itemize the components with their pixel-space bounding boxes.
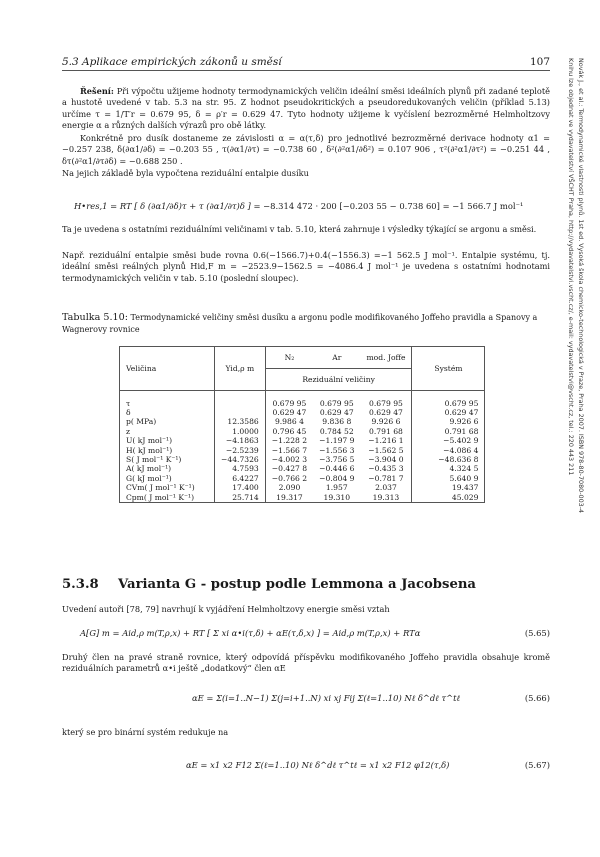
table-row <box>120 493 485 503</box>
cell-system: 0.791 68 <box>412 427 485 436</box>
cell-n2: −4.002 3 <box>271 454 308 464</box>
cell-ideal: 6.4227 <box>215 474 266 483</box>
cell-n2: 9.986 4 <box>274 417 304 427</box>
cell-n2: 2.090 <box>278 483 301 493</box>
side-note-line-2: Knihu lze objednat ve vydavatelství VŠCHT Praha, http://vydavatelstvi.vscht.cz/, e-mail: vydavatelstvi@vscht.cz, tel.: 220 443 211 <box>567 58 575 476</box>
copyright-side-note <box>566 58 586 513</box>
solution-paragraph-3: Na jejich základě byla vypočtena reziduální entalpie dusíku <box>62 168 309 178</box>
section-paragraph-2: Druhý člen na pravé straně rovnice, který odpovídá příspěvku modifikovaného Joffeho pravidla obsahuje kromě reziduálních parametrů α•i ještě „dodatkový“ člen αE <box>62 652 550 674</box>
table-row <box>120 474 485 483</box>
table-caption <box>62 312 550 336</box>
cell-n2: −1.566 7 <box>271 445 308 455</box>
cell-system: 45.029 <box>412 493 485 503</box>
side-note-line-1: Novák J., et al.: Termodynamické vlastnosti plynů. 1st ed. Vysoká škola chemicko-technologická v Praze, Praha 2007. ISBN 978-80-7080-003-4 <box>577 58 585 514</box>
cell-quantity: A( kJ mol⁻¹) <box>120 464 215 473</box>
section-number: 5.3.8 <box>62 577 99 592</box>
cell-ideal: 1.0000 <box>215 427 266 436</box>
header-system: Systém <box>412 347 485 391</box>
cell-ideal: 4.7593 <box>215 464 266 473</box>
cell-ar: 1.957 <box>325 483 348 493</box>
table-row <box>120 399 485 408</box>
cell-system: 0.679 95 <box>412 399 485 408</box>
table-row <box>120 455 485 464</box>
table-caption-text: Termodynamické veličiny směsi dusíku a argonu podle modifikovaného Joffeho pravidla a Spanovy a Wagnerovy rovnice <box>62 313 538 334</box>
cell-joffe: 19.313 <box>360 493 411 503</box>
cell-ideal: 25.714 <box>215 493 266 503</box>
header-joffe: mod. Joffe <box>360 347 411 369</box>
cell-ideal <box>215 399 266 408</box>
section-heading-title: Varianta G - postup podle Lemmona a Jacobsena <box>118 577 476 592</box>
table-row <box>120 446 485 455</box>
cell-n2: −1.228 2 <box>271 436 308 446</box>
solution-label: Řešení: <box>80 86 114 96</box>
cell-joffe: −0.781 7 <box>360 474 411 483</box>
cell-n2: −0.766 2 <box>271 473 308 483</box>
section-heading <box>62 577 476 592</box>
cell-ideal: 17.400 <box>215 483 266 492</box>
cell-system: 0.629 47 <box>412 408 485 417</box>
cell-joffe: 2.037 <box>360 483 411 492</box>
cell-ar: −0.804 9 <box>319 473 355 483</box>
solution-paragraph-4: Ta je uvedena s ostatními reziduálními veličinami v tab. 5.10, která zahrnuje i výsledky týkající se argonu a směsi. <box>62 224 537 234</box>
cell-ar: 9.836 8 <box>322 417 352 427</box>
cell-quantity: H( kJ mol⁻¹) <box>120 446 215 455</box>
equation-lhs: H•res,1 = RT [ δ (∂α1/∂δ)τ + τ (∂α1/∂τ)δ ] <box>74 201 251 211</box>
cell-joffe: 9.926 6 <box>360 417 411 426</box>
cell-n2: 19.317 <box>265 493 313 503</box>
equation-5-67 <box>62 760 550 770</box>
cell-ar: 0.784 52 <box>319 426 354 436</box>
section-paragraph-1: Uvedení autoři [78, 79] navrhují k vyjádření Helmholtzovy energie směsi vztah <box>62 604 390 614</box>
table-caption-label: Tabulka 5.10: <box>62 312 128 323</box>
cell-quantity: S( J mol⁻¹ K⁻¹) <box>120 455 215 464</box>
equation-5-67-number: (5.67) <box>524 760 550 770</box>
cell-ideal: −4.1863 <box>215 436 266 445</box>
solution-text-1: Při výpočtu užijeme hodnoty termodynamických veličin ideální směsi ideálních plynů při zadané teplotě a hustotě uvedené v tab. 5.3 na str. 95. Z hodnot pseudokritických a pseudoredukovaných veličin (příklad 5.13) určíme τ = 1/T′r = 0.679 95, δ = ρ′r = 0.629 47. Tyto hodnoty užijeme k vyčíslení bezrozměrné Helmholtzovy energie α a různých dalších výrazů pro obě látky. <box>62 86 550 131</box>
cell-joffe: −1.216 1 <box>360 436 411 445</box>
table-body <box>120 399 485 503</box>
cell-system: 19.437 <box>412 483 485 492</box>
header-residual: Reziduální veličiny <box>265 369 412 391</box>
table-row <box>120 483 485 492</box>
cell-quantity: U( kJ mol⁻¹) <box>120 436 215 445</box>
cell-ar: −3.756 5 <box>319 454 355 464</box>
cell-quantity: Cpm( J mol⁻¹ K⁻¹) <box>120 493 215 503</box>
equation-5-67-body: αE = x1 x2 F12 Σ(ℓ=1..10) Nℓ δ^dℓ τ^tℓ = x1 x2 F12 φ12(τ,δ) <box>186 760 450 770</box>
cell-n2: −0.427 8 <box>271 464 308 474</box>
cell-n2: 0.796 45 <box>272 426 307 436</box>
cell-ar: 19.310 <box>313 493 360 503</box>
cell-quantity: CVm( J mol⁻¹ K⁻¹) <box>120 483 215 492</box>
cell-joffe: −0.435 3 <box>360 464 411 473</box>
cell-system: 9.926 6 <box>412 417 485 426</box>
table-row <box>120 408 485 417</box>
section-paragraph-3: který se pro binární systém redukuje na <box>62 727 229 737</box>
cell-system: −5.402 9 <box>412 436 485 445</box>
cell-ideal: −2.5239 <box>215 446 266 455</box>
cell-ideal <box>215 408 266 417</box>
cell-system: 4.324 5 <box>412 464 485 473</box>
equation-5-65 <box>80 628 550 638</box>
section-title: 5.3 Aplikace empirických zákonů u směsí <box>62 56 282 68</box>
equation-5-66 <box>62 693 550 703</box>
cell-ar: −1.556 3 <box>319 445 355 455</box>
cell-ideal: −44.7326 <box>215 455 266 464</box>
solution-paragraph-1 <box>62 86 550 132</box>
cell-ar: −0.446 6 <box>319 464 355 474</box>
equation-5-66-body: αE = Σ(i=1..N−1) Σ(j=i+1..N) xi xj Fij Σ(ℓ=1..10) Nℓ δ^dℓ τ^tℓ <box>192 693 460 703</box>
header-quantity: Veličina <box>120 347 215 391</box>
page-number: 107 <box>529 56 550 68</box>
header-ar: Ar <box>313 347 360 369</box>
cell-joffe: −1.562 5 <box>360 446 411 455</box>
solution-paragraph-2: Konkrétně pro dusík dostaneme ze závislosti α = α(τ,δ) pro jednotlivé bezrozměrné derivace hodnoty α1 = −0.257 238, δ(∂α1/∂δ) = −0.203 55 , τ(∂α1/∂τ) = −0.738 60 , δ²(∂²α1/∂δ²) = 0.107 906 , τ²(∂²α1/∂τ²) = −0.251 44 , δτ(∂²α1/∂τ∂δ) = −0.688 250 . <box>62 133 550 166</box>
cell-ar: −1.197 9 <box>319 436 355 446</box>
cell-n2: 0.629 47 <box>272 407 307 417</box>
table-row <box>120 464 485 473</box>
header-ideal: Yid,ρ m <box>215 347 266 391</box>
thermodynamic-table <box>119 346 485 503</box>
cell-ar: 0.679 95 <box>319 398 354 408</box>
cell-quantity: δ <box>120 408 215 417</box>
cell-quantity: G( kJ mol⁻¹) <box>120 474 215 483</box>
cell-ar: 0.629 47 <box>319 407 354 417</box>
equation-5-65-body: A[G] m = Aid,ρ m(T,ρ,x) + RT [ Σ xi α•i(τ,δ) + αE(τ,δ,x) ] = Aid,ρ m(T,ρ,x) + RTα <box>80 628 421 638</box>
cell-ideal: 12.3586 <box>215 417 266 426</box>
cell-quantity: τ <box>120 399 215 408</box>
table-row <box>120 417 485 426</box>
table-row <box>120 427 485 436</box>
cell-joffe: 0.629 47 <box>360 408 411 417</box>
cell-system: 5.640 9 <box>412 474 485 483</box>
equation-residual-enthalpy <box>74 201 550 211</box>
table-row <box>120 436 485 445</box>
equation-5-65-number: (5.65) <box>524 628 550 638</box>
equation-5-66-number: (5.66) <box>524 693 550 703</box>
cell-quantity: z <box>120 427 215 436</box>
running-header <box>62 56 550 71</box>
cell-system: −4.086 4 <box>412 446 485 455</box>
cell-system: −48.636 8 <box>412 455 485 464</box>
cell-joffe: −3.904 0 <box>360 455 411 464</box>
equation-rhs: = −8.314 472 · 200 [−0.203 55 − 0.738 60] = −1 566.7 J mol⁻¹ <box>253 201 524 211</box>
cell-joffe: 0.791 68 <box>360 427 411 436</box>
cell-quantity: p( MPa) <box>120 417 215 426</box>
cell-n2: 0.679 95 <box>272 398 307 408</box>
header-n2: N₂ <box>265 347 313 369</box>
cell-joffe: 0.679 95 <box>360 399 411 408</box>
solution-paragraph-5: Např. reziduální entalpie směsi bude rovna 0.6(−1566.7)+0.4(−1556.3) =−1 562.5 J mol⁻¹. Entalpie systému, tj. ideální směsi reálných plynů Hid,F m = −2523.9−1562.5 = −4086.4 J mol⁻¹ je uvedena s ostatními hodnotami termodynamických veličin v tab. 5.10 (poslední sloupec). <box>62 250 550 283</box>
